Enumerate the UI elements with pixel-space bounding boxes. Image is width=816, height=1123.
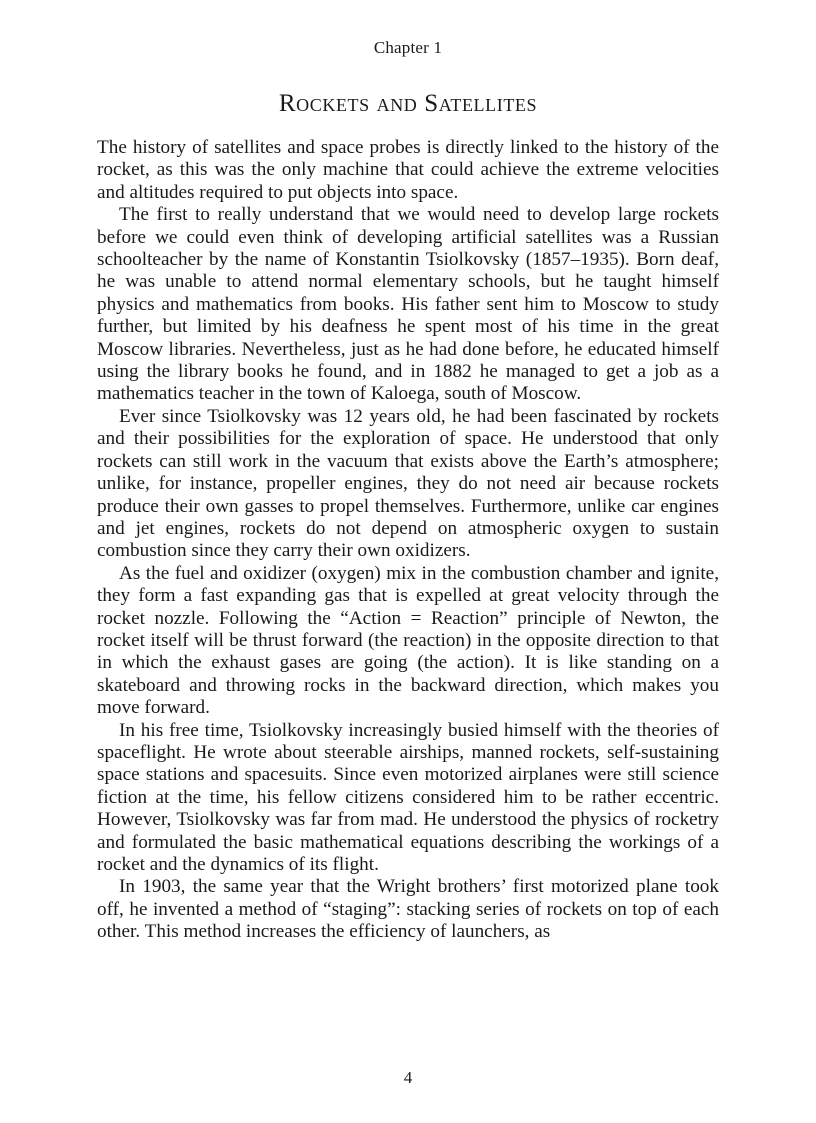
page-number: 4 <box>403 1068 413 1087</box>
paragraph: The first to really understand that we would need to develop large rockets before we could even think of developing artificial satellites was a Russian schoolteacher by the name of Konstantin Tsiolkovsky (1857–1935). Born deaf, he was unable to attend normal elementary schools, but he taught himself physics and mathematics from books. His father sent him to Moscow to study further, but limited by his deafness he spent most of his time in the great Moscow libraries. Nevertheless, just as he had done before, he educated himself using the library books he found, and in 1882 he managed to get a job as a mathematics teacher in the town of Kaloega, south of Moscow. <box>97 204 719 405</box>
paragraph: The history of satellites and space probes is directly linked to the history of the rocket, as this was the only machine that could achieve the extreme velocities and altitudes required to put objects into space. <box>97 137 719 203</box>
body-text <box>97 137 719 944</box>
paragraph: In his free time, Tsiolkovsky increasingly busied himself with the theories of spaceflight. He wrote about steerable airships, manned rockets, self-sustaining space stations and spacesuits. Since even motorized airplanes were still science fiction at the time, his fellow citizens considered him to be rather eccentric. However, Tsiolkovsky was far from mad. He understood the physics of rocketry and formulated the basic mathematical equations describing the workings of a rocket and the dynamics of its flight. <box>97 719 719 875</box>
chapter-title: Rockets and Satellites <box>278 90 538 117</box>
paragraph: In 1903, the same year that the Wright brothers’ first motorized plane took off, he invented a method of “staging”: stacking series of rockets on top of each other. This method increases the efficiency of launchers, as <box>97 876 719 943</box>
paragraph: Ever since Tsiolkovsky was 12 years old, he had been fascinated by rockets and their possibilities for the exploration of space. He understood that only rockets can still work in the vacuum that exists above the Earth’s atmosphere; unlike, for instance, propeller engines, they do not need air because rockets produce their own gasses to propel themselves. Furthermore, unlike car engines and jet engines, rockets do not depend on atmospheric oxygen to sustain combustion since they carry their own oxidizers. <box>97 405 719 562</box>
chapter-label: Chapter 1 <box>373 38 443 57</box>
paragraph: As the fuel and oxidizer (oxygen) mix in the combustion chamber and ignite, they form a fast expanding gas that is expelled at great velocity through the rocket nozzle. Following the “Action = Reaction” principle of Newton, the rocket itself will be thrust forward (the reaction) in the opposite direction to that in which the exhaust gases are going (the action). It is like standing on a skateboard and throwing rocks in the backward direction, which makes you move forward. <box>97 562 719 719</box>
